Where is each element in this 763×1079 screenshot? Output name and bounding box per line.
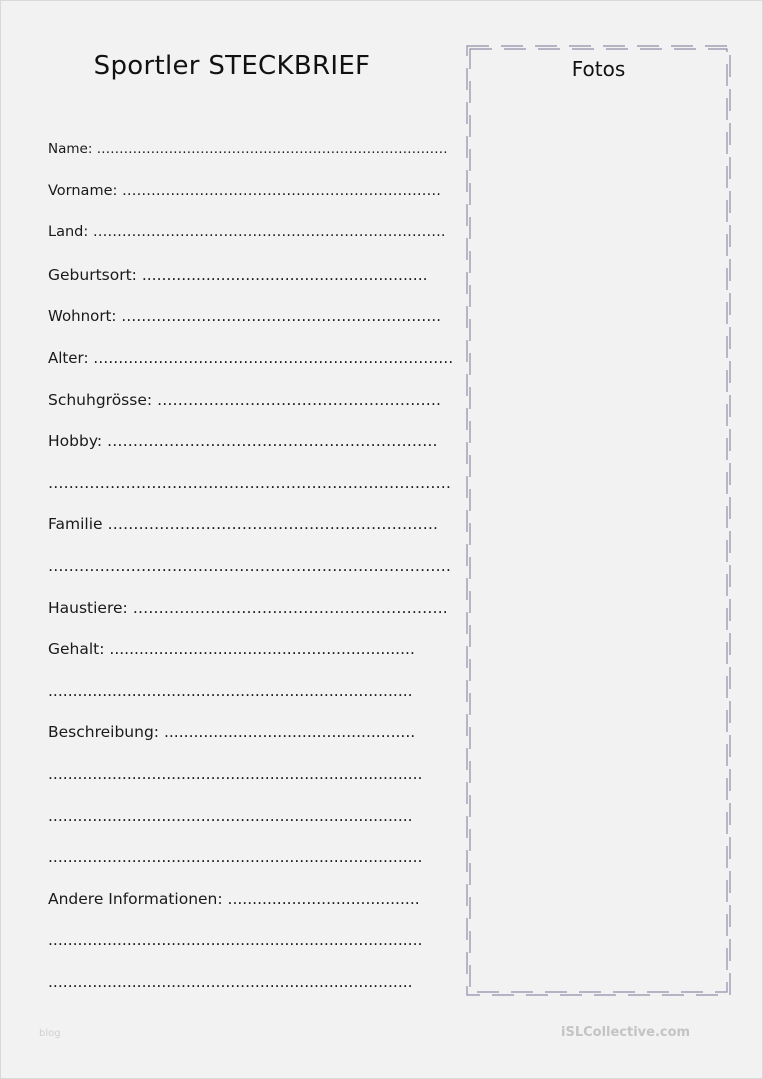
form-field-line: Name: …………………………………………………………………… <box>48 141 448 157</box>
form-field-line: Alter: ……………………………………………………………… <box>48 349 454 367</box>
form-field-line: Familie ………………………………………………………. <box>48 515 438 534</box>
watermark-left: blog <box>39 1028 61 1039</box>
form-field-line: ............................................................................ <box>48 848 423 867</box>
photo-frame <box>466 45 731 996</box>
form-field-line: Gehalt: .............................................................. <box>48 640 415 659</box>
form-field-line: ............................................................................ <box>48 765 423 783</box>
form-field-line: …………………………………………………………………… <box>48 557 451 575</box>
form-field-line: …………………………………………………………………… <box>48 473 451 492</box>
form-field-line: Land: ………………………………………………………………. <box>48 224 446 241</box>
form-field-line: ............................................................................ <box>48 931 423 950</box>
form-field-line: Vorname: ………………………………………………………… <box>48 182 441 199</box>
form-field-line: .......................................................................... <box>48 973 413 991</box>
form-field-line: Hobby: ………………………………………………………. <box>48 432 438 451</box>
form-field-line: .......................................................................... <box>48 806 413 825</box>
photos-label: Fotos <box>571 57 626 81</box>
form-field-line: Wohnort: ………………………………………………………. <box>48 307 441 326</box>
form-field-line: Geburtsort: .......................................................... <box>48 265 428 284</box>
form-field-line: .......................................................................... <box>48 681 413 700</box>
watermark-islcollective: iSLCollective.com <box>561 1025 691 1040</box>
form-field-line: Haustiere: ……………………………………………………. <box>48 598 448 617</box>
form-field-line: Schuhgrösse: ………………………………………………. <box>48 390 441 409</box>
dashed-double-border <box>466 45 731 996</box>
form-field-line: Beschreibung: ................................................... <box>48 723 416 742</box>
form-field-line: Andere Informationen: ....................................... <box>48 889 420 908</box>
worksheet-title: Sportler STECKBRIEF <box>93 51 371 81</box>
